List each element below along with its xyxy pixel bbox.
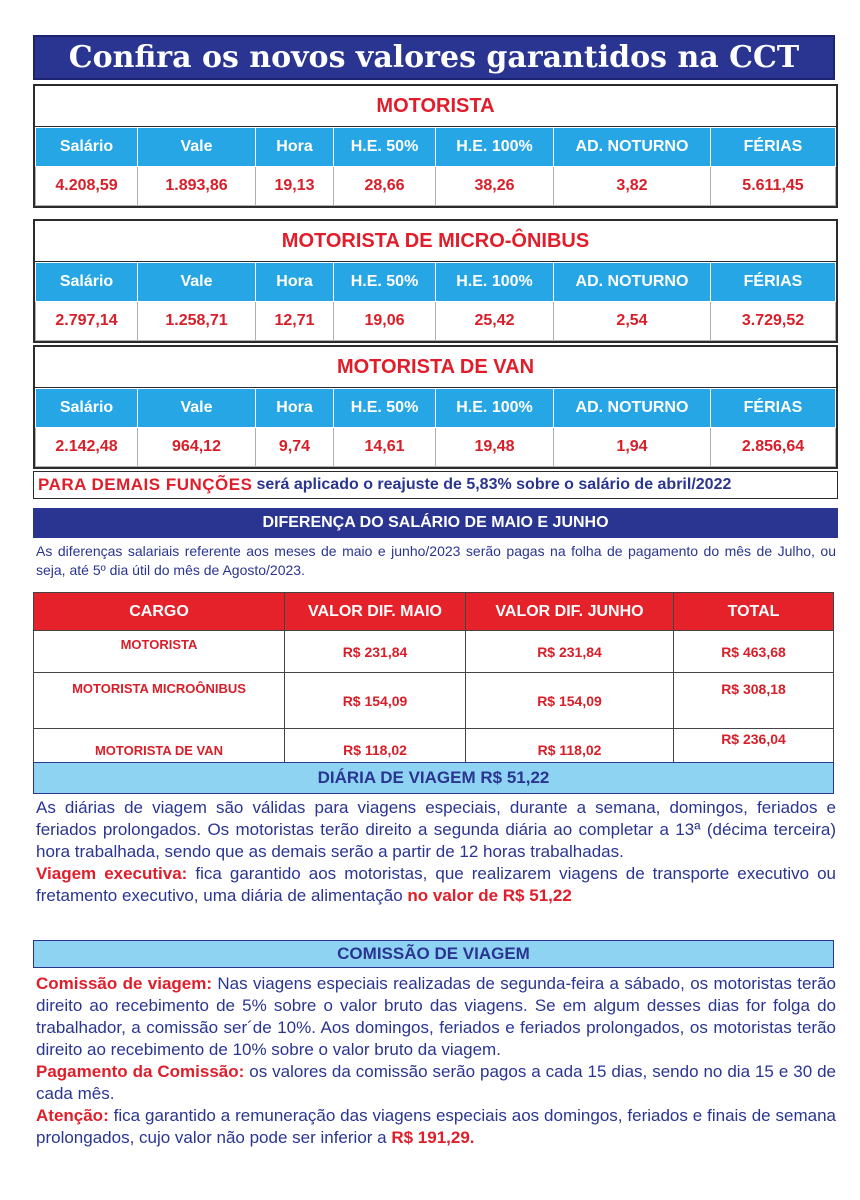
- salary-table-title: MOTORISTA DE VAN: [35, 347, 836, 388]
- atencao-valor: R$ 191,29.: [391, 1128, 475, 1147]
- col-header: Vale: [138, 263, 256, 302]
- value-cell: R$ 154,09: [285, 673, 466, 729]
- col-header: AD. NOTURNO: [554, 263, 711, 302]
- cargo-cell: MOTORISTA DE VAN: [34, 729, 285, 772]
- value-cell: 1,94: [554, 428, 711, 467]
- value-cell: 964,12: [138, 428, 256, 467]
- diaria-section: [36, 797, 836, 907]
- value-cell: 2.142,48: [36, 428, 138, 467]
- col-header: Vale: [138, 128, 256, 167]
- diferenca-text: As diferenças salariais referente aos meses de maio e junho/2023 serão pagas na folha de pagamento do mês de Julho, ou seja, até 5º dia útil do mês de Agosto/2023.: [36, 543, 836, 578]
- comissao-paragraph: [36, 973, 836, 1061]
- pagamento-label: Pagamento da Comissão:: [36, 1062, 245, 1081]
- value-cell: R$ 308,18: [674, 673, 834, 729]
- table-row: [34, 673, 834, 729]
- pagamento-paragraph: [36, 1061, 836, 1105]
- viagem-executiva-label: Viagem executiva:: [36, 864, 188, 883]
- value-cell: 19,48: [436, 428, 554, 467]
- salary-value-row: [36, 167, 836, 206]
- demais-label: PARA DEMAIS FUNÇÕES: [38, 475, 253, 494]
- col-header: VALOR DIF. MAIO: [285, 593, 466, 631]
- col-header: FÉRIAS: [711, 263, 836, 302]
- col-header: Hora: [256, 389, 334, 428]
- cargo-cell: MOTORISTA: [34, 631, 285, 673]
- col-header: FÉRIAS: [711, 128, 836, 167]
- col-header: Hora: [256, 263, 334, 302]
- value-cell: 4.208,59: [36, 167, 138, 206]
- value-cell: R$ 118,02: [466, 729, 674, 772]
- atencao-paragraph: [36, 1105, 836, 1149]
- atencao-text: fica garantido a remuneração das viagens especiais aos domingos, feriados e finais de semana prolongados, cujo valor não pode ser inferior a: [36, 1106, 836, 1147]
- value-cell: 3.729,52: [711, 302, 836, 341]
- col-header: H.E. 50%: [334, 128, 436, 167]
- value-cell: 3,82: [554, 167, 711, 206]
- value-cell: 1.258,71: [138, 302, 256, 341]
- salary-value-row: [36, 428, 836, 467]
- col-header: Hora: [256, 128, 334, 167]
- col-header: Salário: [36, 128, 138, 167]
- value-cell: 2.856,64: [711, 428, 836, 467]
- col-header: FÉRIAS: [711, 389, 836, 428]
- comissao-label: Comissão de viagem:: [36, 974, 213, 993]
- col-header: H.E. 50%: [334, 389, 436, 428]
- value-cell: R$ 154,09: [466, 673, 674, 729]
- diaria-heading: DIÁRIA DE VIAGEM R$ 51,22: [33, 762, 834, 794]
- col-header: Salário: [36, 263, 138, 302]
- value-cell: 19,06: [334, 302, 436, 341]
- viagem-executiva-paragraph: [36, 863, 836, 907]
- viagem-executiva-valor: no valor de R$ 51,22: [407, 886, 572, 905]
- value-cell: 19,13: [256, 167, 334, 206]
- pagamento-text: os valores da comissão serão pagos a cada 15 dias, sendo no dia 15 e 30 de cada mês.: [36, 1062, 837, 1103]
- col-header: CARGO: [34, 593, 285, 631]
- comissao-text: Nas viagens especiais realizadas de segunda-feira a sábado, os motoristas terão direito ao recebimento de 5% sobre o valor bruto das viagens. Se em algum desses dias for folga do trabalhador, a comissão ser´de 10%. Aos domingos, feriados e feriados prolongados, os motoristas terão direito ao recebimento de 10% sobre o valor bruto da viagem.: [36, 974, 837, 1059]
- diferenca-heading: DIFERENÇA DO SALÁRIO DE MAIO E JUNHO: [33, 508, 838, 538]
- value-cell: 2.797,14: [36, 302, 138, 341]
- col-header: TOTAL: [674, 593, 834, 631]
- value-cell: R$ 231,84: [466, 631, 674, 673]
- value-cell: 9,74: [256, 428, 334, 467]
- value-cell: 28,66: [334, 167, 436, 206]
- col-header: H.E. 100%: [436, 263, 554, 302]
- value-cell: 14,61: [334, 428, 436, 467]
- salary-table-title: MOTORISTA: [35, 86, 836, 127]
- salary-table-title: MOTORISTA DE MICRO-ÔNIBUS: [35, 221, 836, 262]
- value-cell: 38,26: [436, 167, 554, 206]
- diaria-paragraph: As diárias de viagem são válidas para viagens especiais, durante a semana, domingos, feriados e feriados prolongados. Os motoristas terão direito a segunda diária ao completar a 13ª (décima terceira) hora trabalhada, sendo que as demais serão a partir de 12 horas trabalhadas.: [36, 798, 836, 861]
- salary-table-motorista: [33, 84, 838, 208]
- viagem-executiva-text: fica garantido aos motoristas, que realizarem viagens de transporte executivo ou fretamento executivo, uma diária de alimentação: [36, 864, 836, 905]
- value-cell: 12,71: [256, 302, 334, 341]
- cargo-cell: MOTORISTA MICROÔNIBUS: [34, 673, 285, 729]
- comissao-heading: COMISSÃO DE VIAGEM: [33, 940, 834, 968]
- comissao-section: [36, 973, 836, 1149]
- diferenca-table: [33, 592, 834, 772]
- col-header: H.E. 50%: [334, 263, 436, 302]
- salary-table-micro-onibus: [33, 219, 838, 343]
- value-cell: 25,42: [436, 302, 554, 341]
- salary-value-row: [36, 302, 836, 341]
- value-cell: R$ 118,02: [285, 729, 466, 772]
- diferenca-header-row: [34, 593, 834, 631]
- salary-header-row: [36, 389, 836, 428]
- value-cell: R$ 231,84: [285, 631, 466, 673]
- atencao-label: Atenção:: [36, 1106, 109, 1125]
- salary-table-van: [33, 345, 838, 469]
- value-cell: R$ 236,04: [674, 729, 834, 772]
- col-header: VALOR DIF. JUNHO: [466, 593, 674, 631]
- salary-header-row: [36, 263, 836, 302]
- demais-text: será aplicado o reajuste de 5,83% sobre o salário de abril/2022: [256, 476, 732, 493]
- col-header: Vale: [138, 389, 256, 428]
- col-header: Salário: [36, 389, 138, 428]
- salary-header-row: [36, 128, 836, 167]
- value-cell: R$ 463,68: [674, 631, 834, 673]
- table-row: [34, 631, 834, 673]
- page-title: Confira os novos valores garantidos na CCT: [33, 35, 835, 80]
- value-cell: 2,54: [554, 302, 711, 341]
- col-header: AD. NOTURNO: [554, 389, 711, 428]
- demais-funcoes-notice: [33, 471, 838, 499]
- col-header: AD. NOTURNO: [554, 128, 711, 167]
- col-header: H.E. 100%: [436, 389, 554, 428]
- value-cell: 5.611,45: [711, 167, 836, 206]
- col-header: H.E. 100%: [436, 128, 554, 167]
- value-cell: 1.893,86: [138, 167, 256, 206]
